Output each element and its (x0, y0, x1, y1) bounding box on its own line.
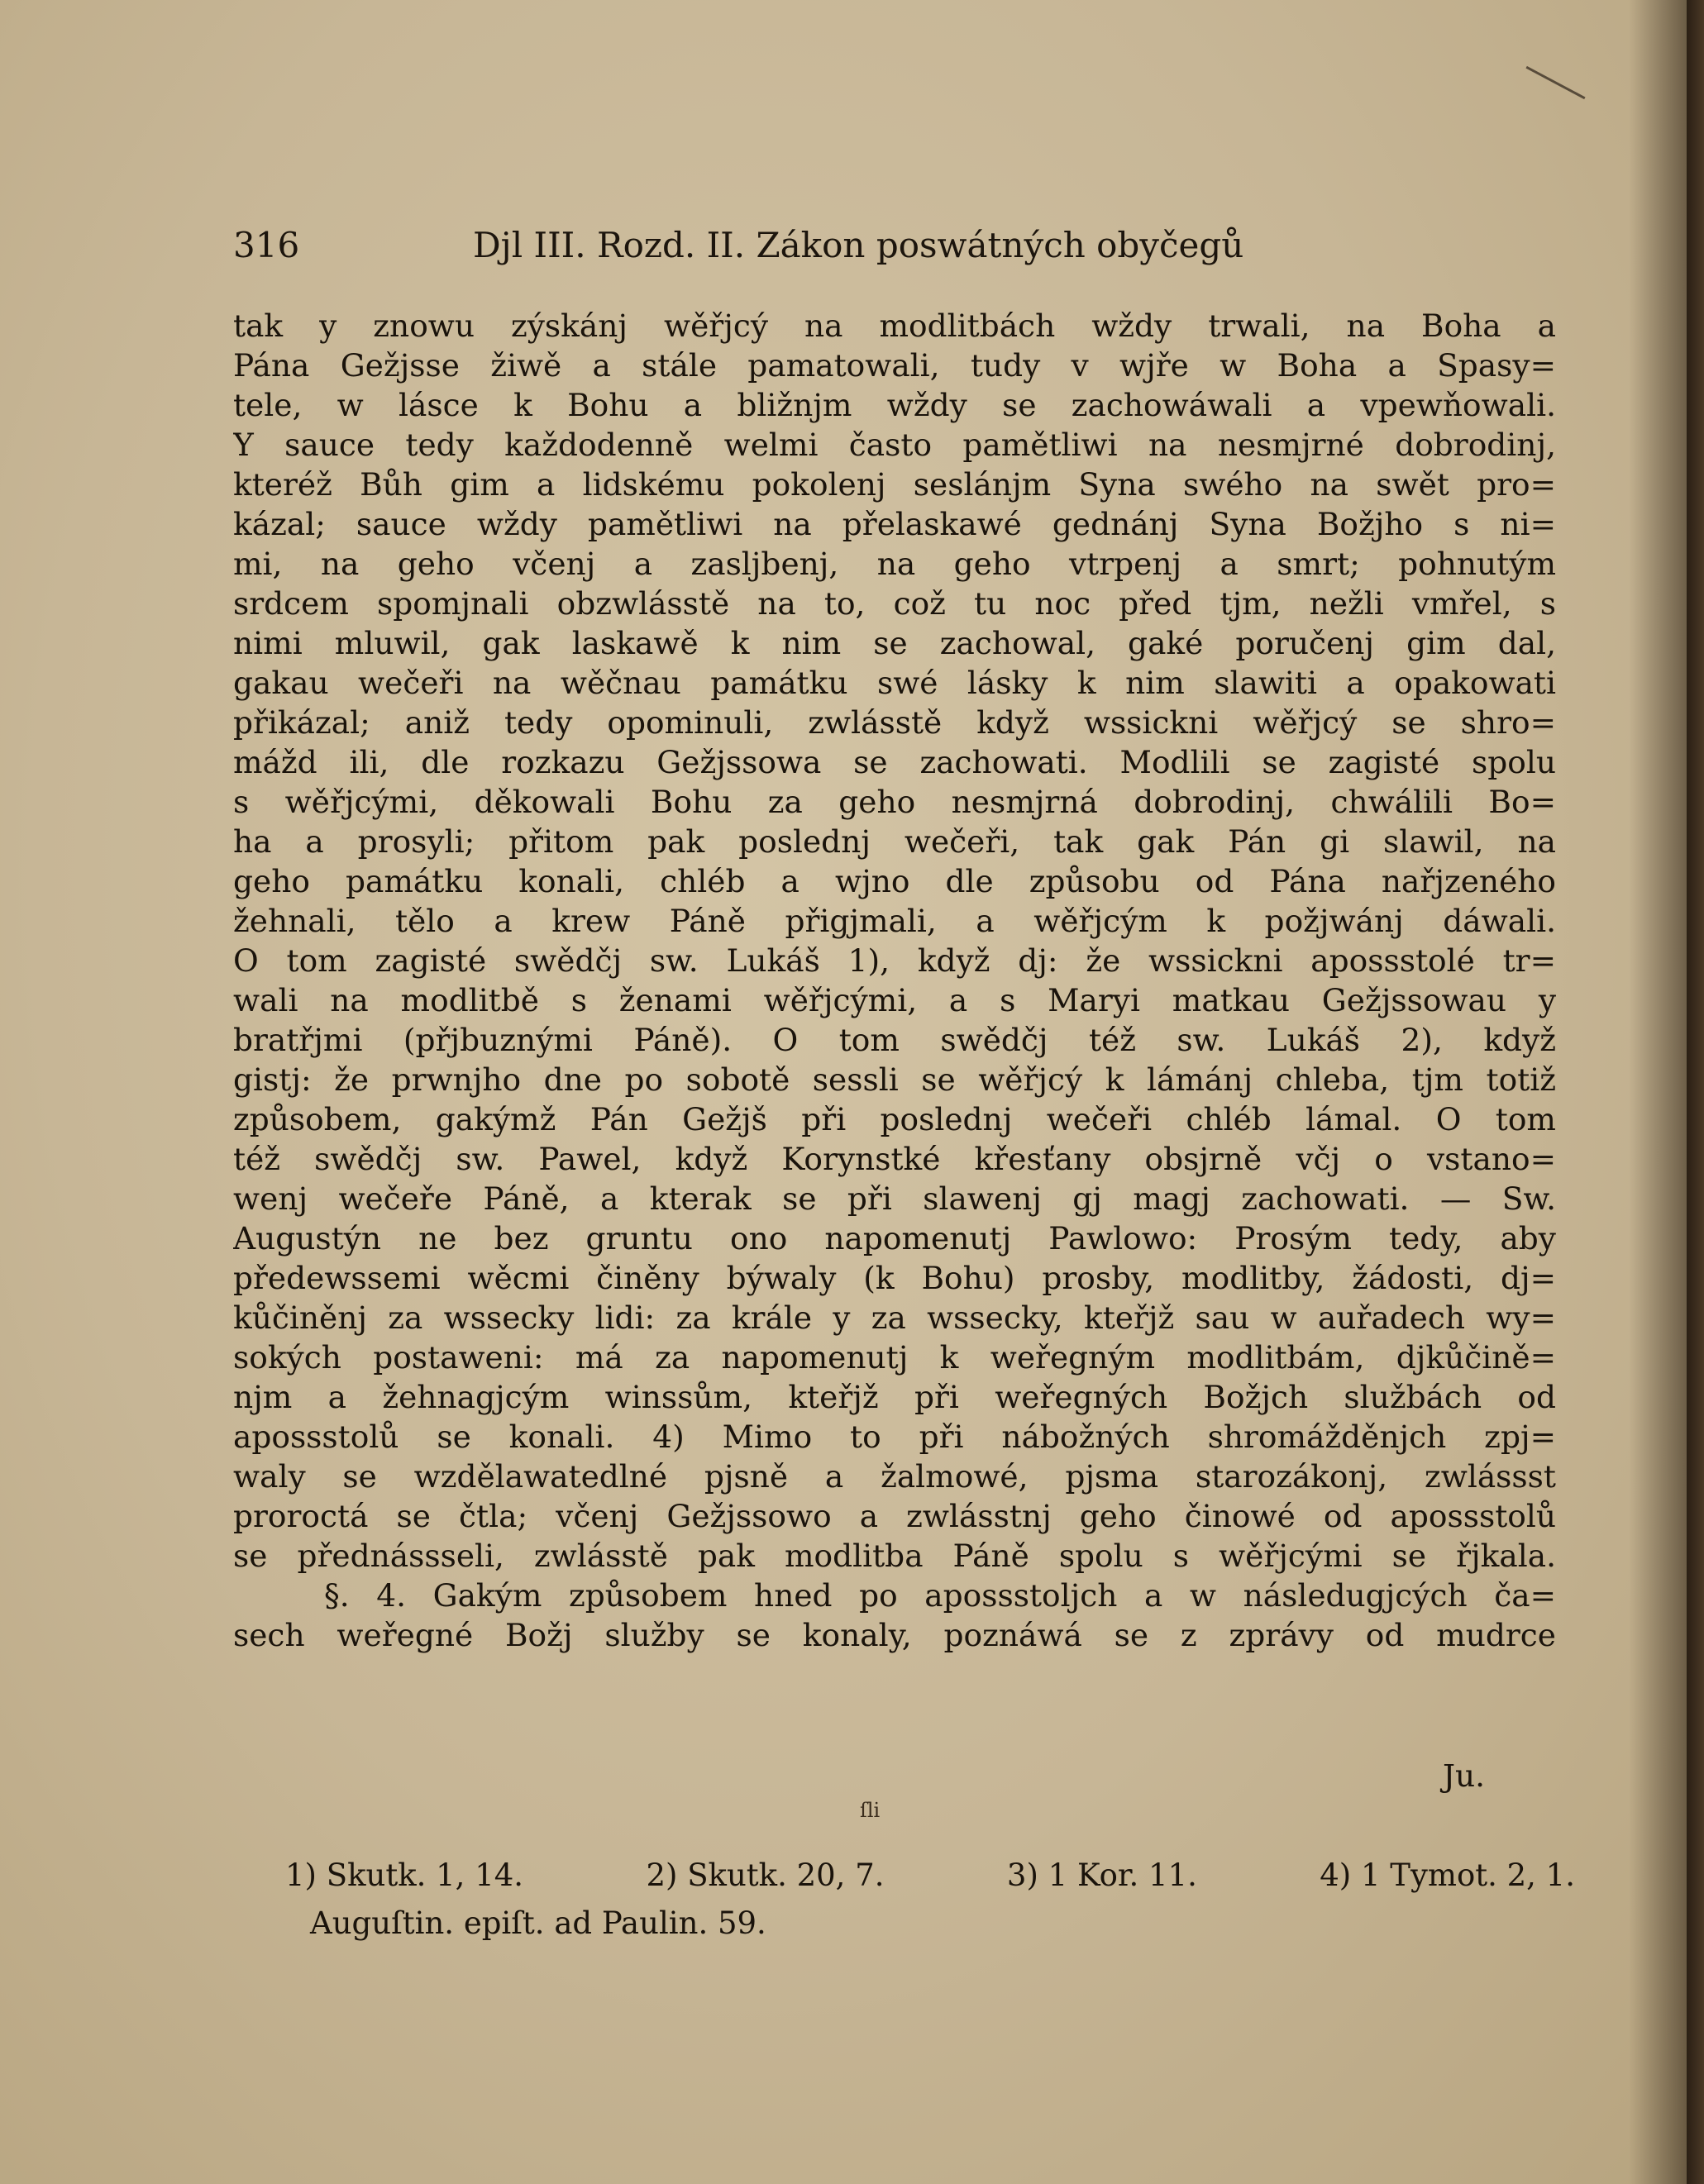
footnote-3: 3) 1 Kor. 11. (1006, 1857, 1197, 1893)
text-line: gistj: že prwnjho dne po sobotě sessli se wěřjcý k lámánj chleba, tjm totiž (233, 1061, 1556, 1098)
text-line: se přednássseli, zwlásstě pak modlitba Páně spolu s wěřjcými se řjkala. (233, 1538, 1556, 1574)
text-line: waly se wzdělawatedlné pjsně a žalmowé, pjsma starozákonj, zwlássst (233, 1458, 1556, 1495)
text-line: přikázal; aniž tedy opominuli, zwlásstě když wssickni wěřjcý se shro= (233, 704, 1556, 741)
text-line: sokých postaweni: má za napomenutj k weřegným modlitbám, djkůčině= (233, 1339, 1556, 1376)
book-edge (1687, 0, 1704, 2184)
text-line: O tom zagisté swědčj sw. Lukáš 1), když dj: že wssickni apossstolé tr= (233, 942, 1556, 979)
text-line: kteréž Bůh gim a lidskému pokolenj seslánjm Syna swého na swět pro= (233, 466, 1556, 503)
paper-mark (1525, 66, 1585, 99)
page-number: 316 (233, 225, 300, 265)
section-start-line: §. 4. Gakým způsobem hned po apossstoljch a w následugjcých ča= (324, 1577, 1556, 1614)
footnote-row (285, 1852, 1575, 1900)
footnote-1: 1) Skutk. 1, 14. (285, 1857, 524, 1893)
text-line: sech weřegné Božj služby se konaly, poznáwá se z zprávy od mudrce (233, 1617, 1556, 1653)
body-text (233, 306, 1556, 1655)
footnotes (285, 1852, 1575, 1948)
text-line: též swědčj sw. Pawel, když Korynstké křesťany obsjrně včj o vstano= (233, 1141, 1556, 1177)
text-line: ha a prosyli; přitom pak poslednj wečeři, tak gak Pán gi slawil, na (233, 823, 1556, 860)
text-line: wenj wečeře Páně, a kterak se při slawenj gj magj zachowati. — Sw. (233, 1180, 1556, 1217)
text-line: proroctá se čtla; včenj Gežjssowo a zwlásstnj geho činowé od apossstolů (233, 1498, 1556, 1534)
text-line: gakau wečeři na wěčnau památku swé lásky k nim slawiti a opakowati (233, 665, 1556, 701)
text-line: Augustýn ne bez gruntu ono napomenutj Pawlowo: Prosým tedy, aby (233, 1220, 1556, 1257)
text-line: předewssemi wěcmi činěny býwaly (k Bohu) prosby, modlitby, žádosti, dj= (233, 1260, 1556, 1296)
text-line: s wěřjcými, děkowali Bohu za geho nesmjrná dobrodinj, chwálili Bo= (233, 784, 1556, 820)
binding-shadow (1629, 0, 1687, 2184)
text-line: mážd ili, dle rozkazu Gežjssowa se zachowati. Modlili se zagisté spolu (233, 744, 1556, 780)
footnote-continuation: Auguſtin. epiſt. ad Paulin. 59. (310, 1905, 766, 1941)
signature-mark: ſli (860, 1799, 881, 1822)
text-line: wali na modlitbě s ženami wěřjcými, a s Maryi matkau Gežjssowau y (233, 982, 1556, 1018)
text-line: nimi mluwil, gak laskawě k nim se zachowal, gaké poručenj gim dal, (233, 625, 1556, 661)
footnote-2: 2) Skutk. 20, 7. (646, 1857, 885, 1893)
text-line: geho památku konali, chléb a wjno dle způsobu od Pána nařjzeného (233, 863, 1556, 899)
text-line: Pána Gežjsse žiwě a stále pamatowali, tudy v wjře w Boha a Spasy= (233, 347, 1556, 384)
running-title: Djl III. Rozd. II. Zákon poswátných obyčegů (473, 225, 1244, 265)
page-header (233, 225, 1556, 274)
text-line: žehnali, tělo a krew Páně přigjmali, a wěřjcým k požjwánj dáwali. (233, 903, 1556, 939)
text-line: způsobem, gakýmž Pán Gežjš při poslednj wečeři chléb lámal. O tom (233, 1101, 1556, 1137)
text-line: kázal; sauce wždy pamětliwi na přelaskawé gednánj Syna Božjho s ni= (233, 506, 1556, 542)
text-line: tele, w lásce k Bohu a bližnjm wždy se zachowáwali a vpewňowali. (233, 387, 1556, 423)
text-line: srdcem spomjnali obzwlásstě na to, což tu noc před tjm, nežli vmřel, s (233, 585, 1556, 622)
footnote-4: 4) 1 Tymot. 2, 1. (1320, 1857, 1575, 1893)
text-line: njm a žehnagjcým winssům, kteřjž při weřegných Božjch službách od (233, 1379, 1556, 1415)
text-line: tak y znowu zýskánj wěřjcý na modlitbách wždy trwali, na Boha a (233, 308, 1556, 344)
text-line: mi, na geho včenj a zasljbenj, na geho vtrpenj a smrt; pohnutým (233, 546, 1556, 582)
text-line: kůčiněnj za wssecky lidi: za krále y za wssecky, kteřjž sau w auřadech wy= (233, 1299, 1556, 1336)
text-line: bratřjmi (přjbuznými Páně). O tom swědčj též sw. Lukáš 2), když (233, 1022, 1556, 1058)
catchword: Ju. (1443, 1757, 1486, 1794)
text-line: Y sauce tedy každodenně welmi často pamětliwi na nesmjrné dobrodinj, (233, 427, 1556, 463)
text-line: apossstolů se konali. 4) Mimo to při nábožných shromážděnjch zpj= (233, 1419, 1556, 1455)
